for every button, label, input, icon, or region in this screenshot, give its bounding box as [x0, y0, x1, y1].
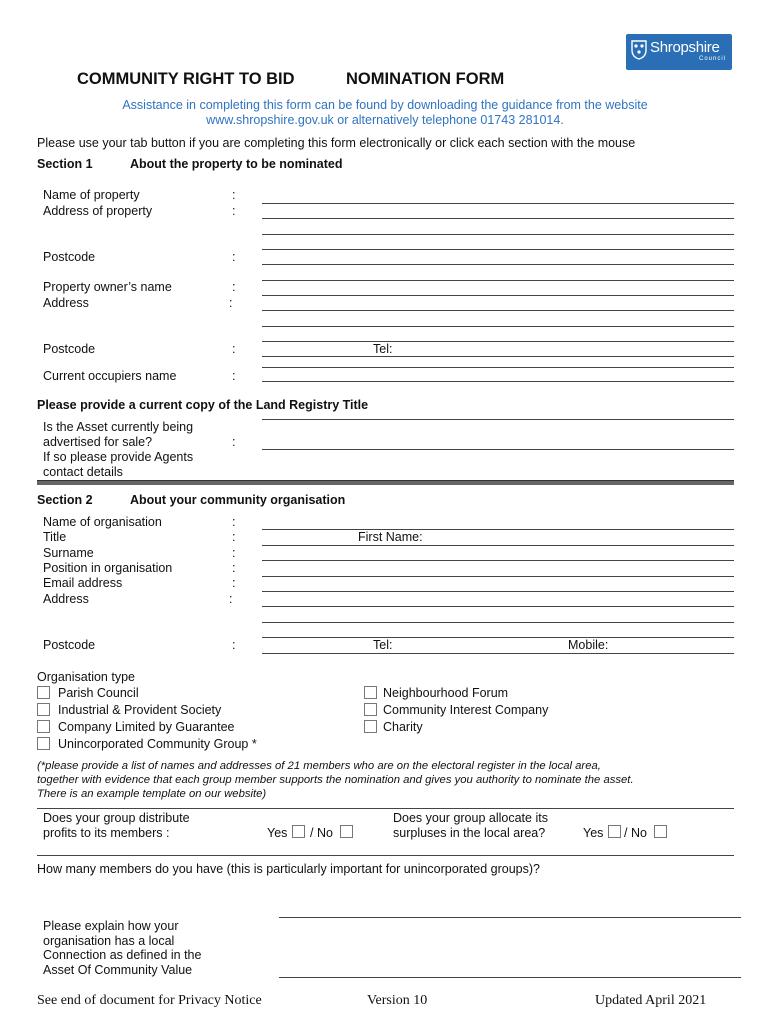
email-field[interactable] [262, 591, 734, 592]
checkbox-surplus-no[interactable] [654, 825, 667, 838]
label-owner-name: Property owner’s name [43, 280, 172, 294]
section1-number: Section 1 [37, 157, 93, 171]
surplus-question-2: surpluses in the local area? [393, 826, 546, 840]
owner-name-field[interactable] [262, 295, 734, 296]
section2-number: Section 2 [37, 493, 93, 507]
owner-postcode-tel-field[interactable] [262, 356, 734, 357]
occupiers-field[interactable] [262, 381, 734, 382]
explain-question-3: Connection as defined in the [43, 948, 202, 962]
distribute-no-label: / No [310, 826, 333, 840]
owner-address-field-3[interactable] [262, 341, 734, 342]
surplus-no-label: / No [624, 826, 647, 840]
colon: : [232, 561, 236, 575]
option-neighbourhood-forum: Neighbourhood Forum [383, 686, 509, 700]
option-unincorporated: Unincorporated Community Group * [58, 737, 257, 751]
org-address-field-2[interactable] [262, 622, 734, 623]
owner-address-field-1[interactable] [262, 310, 734, 311]
option-industrial-provident: Industrial & Provident Society [58, 703, 222, 717]
surname-field[interactable] [262, 560, 734, 561]
explain-question-1: Please explain how your [43, 919, 179, 933]
assistance-line-2: www.shropshire.gov.uk or alternatively telephone 01743 281014. [206, 113, 564, 127]
note-line-3: There is an example template on our website) [37, 788, 267, 800]
colon: : [232, 435, 236, 449]
distribute-question-1: Does your group distribute [43, 811, 190, 825]
section1-heading: About the property to be nominated [130, 157, 343, 171]
org-type-label: Organisation type [37, 670, 135, 684]
label-surname: Surname [43, 546, 94, 560]
note-line-1: (*please provide a list of names and addresses of 21 members who are on the electoral register in the local area, [37, 760, 601, 772]
sale-question-line-1: Is the Asset currently being [43, 420, 194, 434]
assistance-line-1: Assistance in completing this form can be found by downloading the guidance from the website [122, 98, 648, 112]
colon: : [232, 546, 236, 560]
footer-updated: Updated April 2021 [595, 993, 707, 1008]
spacer-line [262, 367, 734, 368]
sale-agent-field[interactable] [262, 449, 734, 450]
property-address-field-2[interactable] [262, 234, 734, 235]
label-mobile: Mobile: [568, 638, 609, 652]
label-owner-postcode: Postcode [43, 342, 96, 356]
explain-field-top[interactable] [279, 917, 741, 918]
checkbox-parish-council[interactable] [37, 686, 50, 699]
spacer-line [262, 419, 734, 420]
property-name-field[interactable] [262, 203, 734, 204]
colon: : [232, 204, 236, 218]
colon: : [229, 592, 233, 606]
label-org-name: Name of organisation [43, 515, 162, 529]
spacer-line [262, 280, 734, 281]
colon: : [232, 530, 236, 544]
label-postcode: Postcode [43, 250, 96, 264]
option-parish-council: Parish Council [58, 686, 139, 700]
org-address-field-3[interactable] [262, 637, 734, 638]
option-cic: Community Interest Company [383, 703, 549, 717]
label-title: Title [43, 530, 67, 544]
footer-version: Version 10 [367, 993, 428, 1008]
label-org-tel: Tel: [373, 638, 393, 652]
checkbox-charity[interactable] [364, 720, 377, 733]
land-registry-instruction: Please provide a current copy of the Land Registry Title [37, 398, 369, 412]
members-question: How many members do you have (this is particularly important for unincorporated groups)? [37, 862, 541, 876]
checkbox-industrial-provident[interactable] [37, 703, 50, 716]
label-org-address: Address [43, 592, 89, 606]
instructions-text: Please use your tab button if you are completing this form electronically or click each section with the mouse [37, 136, 636, 150]
colon: : [232, 250, 236, 264]
note-line-2: together with evidence that each group member supports the nomination and gives you authority to nominate the asset. [37, 774, 634, 786]
explain-question-2: organisation has a local [43, 934, 175, 948]
footer-privacy: See end of document for Privacy Notice [37, 993, 262, 1008]
label-email: Email address [43, 576, 123, 590]
label-first-name: First Name: [358, 530, 423, 544]
option-charity: Charity [383, 720, 423, 734]
checkbox-cic[interactable] [364, 703, 377, 716]
sale-question-line-3: If so please provide Agents [43, 450, 194, 464]
logo-subtext: Council [698, 56, 726, 62]
checkbox-unincorporated[interactable] [37, 737, 50, 750]
label-occupiers: Current occupiers name [43, 369, 177, 383]
sale-question-line-2: advertised for sale? [43, 435, 153, 449]
label-org-postcode: Postcode [43, 638, 96, 652]
council-crest-icon [631, 40, 647, 60]
distribute-question-2: profits to its members : [43, 826, 170, 840]
label-owner-address: Address [43, 296, 89, 310]
label-name-of-property: Name of property [43, 188, 140, 202]
checkbox-surplus-yes[interactable] [608, 825, 621, 838]
colon: : [232, 638, 236, 652]
colon: : [232, 576, 236, 590]
surplus-question-1: Does your group allocate its [393, 811, 548, 825]
org-name-field[interactable] [262, 529, 734, 530]
section-divider [37, 480, 734, 485]
checkbox-neighbourhood-forum[interactable] [364, 686, 377, 699]
logo-text: Shropshire [650, 39, 720, 56]
owner-address-field-2[interactable] [262, 326, 734, 327]
divider-line [37, 808, 734, 809]
label-owner-tel: Tel: [373, 342, 393, 356]
property-postcode-field[interactable] [262, 264, 734, 265]
colon: : [232, 188, 236, 202]
section2-heading: About your community organisation [130, 493, 346, 507]
colon: : [229, 296, 233, 310]
form-title-left: COMMUNITY RIGHT TO BID [77, 70, 295, 88]
explain-field-bottom[interactable] [279, 977, 741, 978]
form-title-right: NOMINATION FORM [346, 70, 505, 88]
shropshire-council-logo [626, 34, 732, 70]
colon: : [232, 342, 236, 356]
checkbox-distribute-yes[interactable] [292, 825, 305, 838]
explain-question-4: Asset Of Community Value [43, 963, 193, 977]
org-address-field-1[interactable] [262, 606, 734, 607]
checkbox-company-limited[interactable] [37, 720, 50, 733]
label-position: Position in organisation [43, 561, 173, 575]
divider-line [37, 855, 734, 856]
colon: : [232, 515, 236, 529]
label-address-of-property: Address of property [43, 204, 153, 218]
colon: : [232, 280, 236, 294]
distribute-yes-label: Yes [267, 826, 288, 840]
property-address-field-1[interactable] [262, 218, 734, 219]
title-firstname-field[interactable] [262, 545, 734, 546]
checkbox-distribute-no[interactable] [340, 825, 353, 838]
option-company-limited: Company Limited by Guarantee [58, 720, 235, 734]
position-field[interactable] [262, 576, 734, 577]
org-postcode-tel-field[interactable] [262, 653, 734, 654]
surplus-yes-label: Yes [583, 826, 604, 840]
sale-question-line-4: contact details [43, 465, 123, 479]
property-address-field-3[interactable] [262, 249, 734, 250]
colon: : [232, 369, 236, 383]
